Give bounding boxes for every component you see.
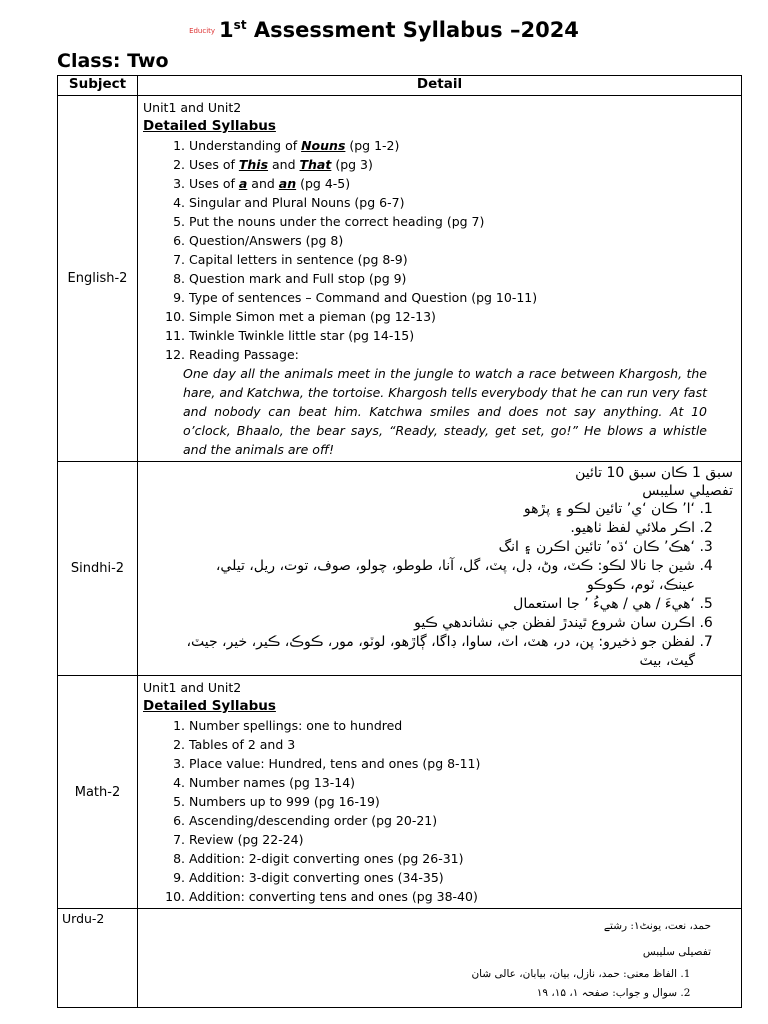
subject-cell-sindhi: Sindhi-2 <box>58 462 138 676</box>
title-text: Assessment Syllabus –2024 <box>246 18 579 42</box>
table-row-sindhi <box>58 462 742 676</box>
list-item: 8. Addition: 2-digit converting ones (pg 26-31) <box>189 849 737 868</box>
list-item: 4. Number names (pg 13-14) <box>189 773 737 792</box>
list-item: 1. Understanding of Nouns (pg 1-2) <box>189 136 737 155</box>
list-item: 12. Reading Passage: <box>189 345 737 364</box>
list-item: 1. الفاظ معنی: حمد، نازل، بیان، بیابان، عالی شان <box>178 965 677 984</box>
document-title <box>0 18 768 42</box>
list-item: 3. Uses of a and an (pg 4-5) <box>189 174 737 193</box>
list-item: 5. Put the nouns under the correct heading (pg 7) <box>189 212 737 231</box>
list-item: 7. Review (pg 22-24) <box>189 830 737 849</box>
list-item: 2. اڪر ملائي لفظ ٺاهيو. <box>178 519 695 538</box>
table-row-math <box>58 676 742 909</box>
english-topic-list <box>143 136 737 364</box>
sindhi-units: سبق 1 ڪان سبق 10 تائين <box>575 465 733 481</box>
table-header-row <box>58 76 742 96</box>
list-item: 1. Number spellings: one to hundred <box>189 716 737 735</box>
urdu-topic-list <box>178 965 711 1003</box>
english-units: Unit1 and Unit2 <box>143 100 242 115</box>
math-detailed-heading: Detailed Syllabus <box>143 698 276 714</box>
subject-cell-math: Math-2 <box>58 676 138 909</box>
urdu-units: حمد، نعت، یونٹ۱: رشتے <box>603 920 711 932</box>
detail-cell-sindhi <box>138 462 742 676</box>
list-item: 1. ‘ا’ ڪان ‘ي’ تائين لڪو ۽ پڙهو <box>178 500 695 519</box>
list-item: 4. Singular and Plural Nouns (pg 6-7) <box>189 193 737 212</box>
list-item: 7. لفظن جو ذخيرو: پن، در، هٽ، اٽ، ساوا، ڊاگا، ڳاڙهو، لوٽو، مور، ڪوڪ، ڪير، خير، جيٽ، گيٽ، بيٽ <box>178 633 695 671</box>
list-item: 6. Question/Answers (pg 8) <box>189 231 737 250</box>
list-item: 9. Addition: 3-digit converting ones (34-35) <box>189 868 737 887</box>
list-item: 2. Uses of This and That (pg 3) <box>189 155 737 174</box>
list-item: 8. Question mark and Full stop (pg 9) <box>189 269 737 288</box>
detail-cell-english <box>138 96 742 462</box>
list-item: 3. ‘ھڪ’ ڪان ‘ڌه’ تائين اڪرن ۽ انگ <box>178 538 695 557</box>
list-item: 2. سوال و جواب: صفحہ ۱، ۱۵، ۱۹ <box>178 984 677 1003</box>
list-item: 10. Simple Simon met a pieman (pg 12-13) <box>189 307 737 326</box>
school-logo: Educity <box>189 27 216 35</box>
sindhi-topic-list <box>178 500 733 671</box>
column-header-subject: Subject <box>58 76 138 96</box>
list-item: 11. Twinkle Twinkle little star (pg 14-15) <box>189 326 737 345</box>
class-label: Class: Two <box>57 50 169 72</box>
syllabus-table <box>57 75 742 1008</box>
list-item: 3. Place value: Hundred, tens and ones (pg 8-11) <box>189 754 737 773</box>
table-row-urdu <box>58 909 742 1008</box>
subject-cell-urdu: Urdu-2 <box>58 909 138 1008</box>
reading-passage: One day all the animals meet in the jungle to watch a race between Khargosh, the hare, and Katchwa, the tortoise. Khargosh tells everybody that he can run very fast and nobody can beat him. Katchwa smiles and does not say anything. At 10 o’clock, Bhaalo, the bear says, “Ready, steady, get set, go!” He blows a whistle and the animals are off! <box>183 366 707 457</box>
english-detailed-heading: Detailed Syllabus <box>143 118 276 134</box>
list-item: 10. Addition: converting tens and ones (pg 38-40) <box>189 887 737 906</box>
list-item: 6. Ascending/descending order (pg 20-21) <box>189 811 737 830</box>
list-item: 7. Capital letters in sentence (pg 8-9) <box>189 250 737 269</box>
math-topic-list <box>143 716 737 906</box>
list-item: 6. اڪرن سان شروع ٿيندڙ لفظن جي نشاندهي ڪيو <box>178 614 695 633</box>
list-item: 5. Numbers up to 999 (pg 16-19) <box>189 792 737 811</box>
column-header-detail: Detail <box>138 76 742 96</box>
table-row-english <box>58 96 742 462</box>
title-ordinal-suffix: st <box>233 18 247 32</box>
list-item: 4. شين جا نالا لڪو: ڪٽ، وڻ، ڊل، پٽ، گل، آنا، طوطو، چولو، صوف، توت، ريل، تيلي، عينڪ، ٽوم، ڪوڪو <box>178 557 695 595</box>
title-ordinal: 1 <box>219 18 234 42</box>
list-item: 5. ‘هيءَ / هي / هيءُ ’ جا استعمال <box>178 595 695 614</box>
sindhi-detailed-heading: تفصيلي سليبس <box>642 483 733 499</box>
math-units: Unit1 and Unit2 <box>143 680 242 695</box>
detail-cell-math <box>138 676 742 909</box>
subject-cell-english: English-2 <box>58 96 138 462</box>
detail-cell-urdu <box>138 909 742 1008</box>
list-item: 2. Tables of 2 and 3 <box>189 735 737 754</box>
urdu-detailed-heading: تفصیلی سلیبس <box>642 946 711 958</box>
list-item: 9. Type of sentences – Command and Question (pg 10-11) <box>189 288 737 307</box>
